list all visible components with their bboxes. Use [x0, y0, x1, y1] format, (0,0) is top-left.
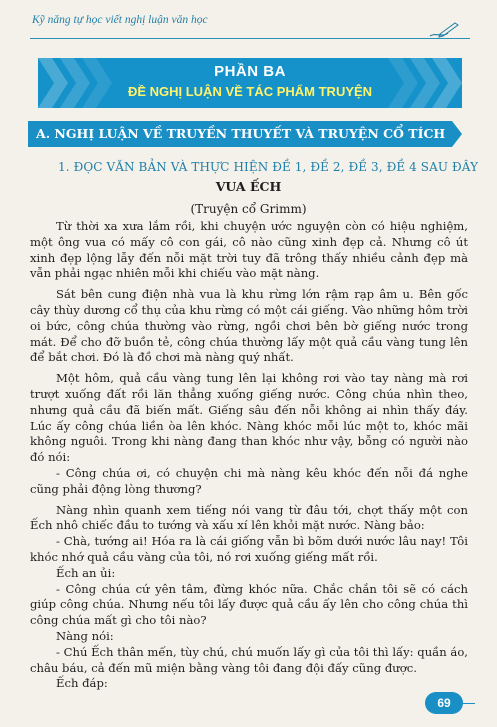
header-divider: [30, 38, 470, 39]
paragraph: Ếch an ủi:: [56, 565, 116, 580]
subsection-heading: 1. ĐỌC VĂN BẢN VÀ THỰC HIỆN ĐỀ 1, ĐỀ 2, ĐỀ 3, ĐỀ 4 SAU ĐÂY: [58, 160, 479, 174]
paragraph: Một hôm, quả cầu vàng tung lên lại không rơi vào tay nàng mà rơi trượt xuống đất rồi lăn thẳng xuống giếng nước. Công chúa nhìn theo, nhưng quả cầu đã biến mất. Giếng sâu đến nỗi không ai nhìn thấy đáy. Lúc ấy công chúa liền òa lên khóc. Nàng khóc mỗi lúc một to, khóc mãi không nguôi. Trong khi nàng đang than khóc như vậy, bỗng có người nào đó nói:: [30, 371, 468, 465]
paragraph: - Chà, tướng ai! Hóa ra là cái giống vẫn bì bõm dưới nước lâu nay! Tôi khóc nhớ quả cầu vàng của tôi, nó rơi xuống giếng mất rồi.: [30, 534, 468, 564]
pen-icon: [428, 20, 460, 40]
paragraph: - Chú Ếch thân mến, tùy chú, chú muốn lấy gì của tôi thì lấy: quần áo, châu báu, cả đến mũ miện bằng vàng tôi đang đội đấy cũng được.: [30, 644, 468, 675]
paragraph: - Công chúa cứ yên tâm, đừng khóc nữa. Chắc chắn tôi sẽ có cách giúp công chúa. Nhưng nếu tôi lấy được quả cầu ấy lên cho công chúa thì công chúa mất gì cho tôi nào?: [30, 581, 468, 628]
section-heading-bar: [28, 121, 448, 147]
paragraph: Sát bên cung điện nhà vua là khu rừng lớn rậm rạp âm u. Bên gốc cây thùy dương cổ thụ của khu rừng có một cái giếng. Vào những hôm trời oi bức, công chúa thường vào rừng, ngồi chơi bên bờ giếng nước trong mát. Để cho đỡ buồn tẻ, công chúa thường lấy một quả cầu vàng tung lên để bắt chơi. Đó là đồ chơi mà nàng quý nhất.: [30, 287, 468, 365]
section-title: A. NGHỊ LUẬN VỀ TRUYỀN THUYẾT VÀ TRUYỆN CỔ TÍCH: [36, 126, 446, 141]
story-body: [30, 219, 468, 692]
part-title: PHẦN BA: [214, 63, 286, 80]
part-banner: [38, 58, 462, 108]
paragraph: Từ thời xa xưa lắm rồi, khi chuyện ước nguyện còn có hiệu nghiệm, một ông vua có mấy cô con gái, cô nào cũng xinh đẹp cả. Nhưng cô út xinh đẹp lộng lẫy đến nỗi mặt trời tuy đã trông thấy nhiều cảnh đẹp mà vẫn phải ngạc nhiên mỗi khi chiếu vào mặt nàng.: [30, 219, 468, 281]
page-number-badge: [425, 692, 463, 714]
book-title: Kỹ năng tự học viết nghị luận văn học: [32, 14, 208, 26]
paragraph: - Công chúa ơi, có chuyện chi mà nàng kêu khóc đến nỗi đá nghe cũng phải động lòng thương?: [30, 465, 468, 496]
paragraph: Nàng nói:: [56, 628, 114, 643]
story-source: (Truyện cổ Grimm): [190, 202, 307, 216]
paragraph: Ếch đáp:: [56, 676, 108, 691]
part-subtitle: ĐỀ NGHỊ LUẬN VỀ TÁC PHẨM TRUYỆN: [127, 84, 373, 99]
page-header: [0, 0, 497, 46]
page-number: 69: [437, 696, 451, 710]
section-bar-arrow: [448, 121, 462, 147]
story-title: VUA ẾCH: [215, 179, 282, 194]
paragraph: Nàng nhìn quanh xem tiếng nói vang từ đâu tới, chợt thấy một con Ếch nhô chiếc đầu to tướng và xấu xí lên khỏi mặt nước. Nàng bảo:: [30, 502, 468, 533]
